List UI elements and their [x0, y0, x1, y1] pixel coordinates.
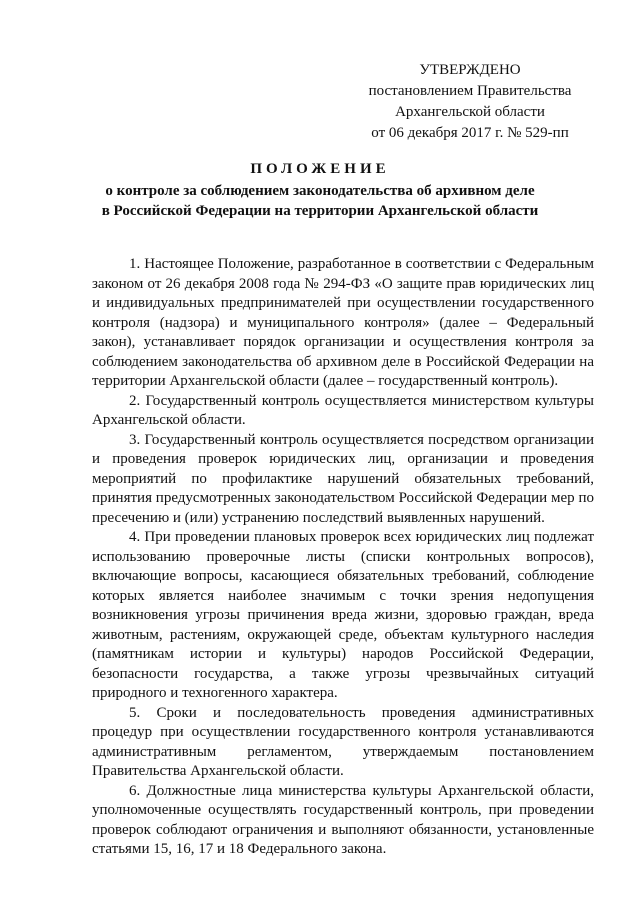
approval-authority: постановлением Правительства — [368, 83, 572, 99]
paragraph-3: 3. Государственный контроль осуществляется посредством организации и проведения проверок юридических лиц, организации и проведения мероприятий по профилактике нарушений обязательных требований, принятия предусмотренных законодательством Российской Федерации мер по пресечению и (или) устранению последствий выявленных нарушений. — [92, 431, 594, 526]
approval-stamp — [350, 60, 590, 144]
approval-date-number: от 06 декабря 2017 г. № 529-пп — [371, 125, 569, 141]
subtitle-line: в Российской Федерации на территории Архангельской области — [101, 203, 539, 219]
document-body — [92, 255, 594, 860]
paragraph-4: 4. При проведении плановых проверок всех юридических лиц подлежат использованию проверочные листы (списки контрольных вопросов), включающие вопросы, касающиеся обязательных требований, соблюдение которых является наиболее значимым с точки зрения недопущения возникновения угрозы причинения вреда жизни, здоровью граждан, вреда животным, растениям, окружающей среде, объектам культурного наследия (памятникам истории и культуры) народов Российской Федерации, безопасности государства, а также угрозы чрезвычайных ситуаций природного и техногенного характера. — [92, 529, 594, 701]
subtitle-line: о контроле за соблюдением законодательства об архивном деле — [105, 183, 535, 199]
paragraph-2: 2. Государственный контроль осуществляется министерством культуры Архангельской области. — [92, 392, 594, 428]
paragraph-5: 5. Сроки и последовательность проведения административных процедур при осуществлении государственного контроля устанавливаются административным регламентом, утверждаемым постановлением Правительства Архангельской области. — [92, 704, 594, 779]
document-subtitle — [60, 181, 580, 221]
approval-heading: УТВЕРЖДЕНО — [419, 62, 521, 78]
document-title: ПОЛОЖЕНИЕ — [250, 161, 390, 177]
paragraph-6: 6. Должностные лица министерства культуры Архангельской области, уполномоченные осуществлять государственный контроль, при проведении проверок соблюдают ограничения и выполняют обязанности, установленные статьями 15, 16, 17 и 18 Федерального закона. — [92, 782, 594, 857]
approval-region: Архангельской области — [395, 104, 545, 120]
paragraph-1: 1. Настоящее Положение, разработанное в соответствии с Федеральным законом от 26 декабря 2008 года № 294-ФЗ «О защите прав юридических лиц и индивидуальных предпринимателей при осуществлении государственного контроля (надзора) и муниципального контроля» (далее – Федеральный закон), устанавливает порядок организации и осуществления контроля за соблюдением законодательства об архивном деле в Российской Федерации на территории Архангельской области (далее – государственный контроль). — [92, 256, 594, 389]
